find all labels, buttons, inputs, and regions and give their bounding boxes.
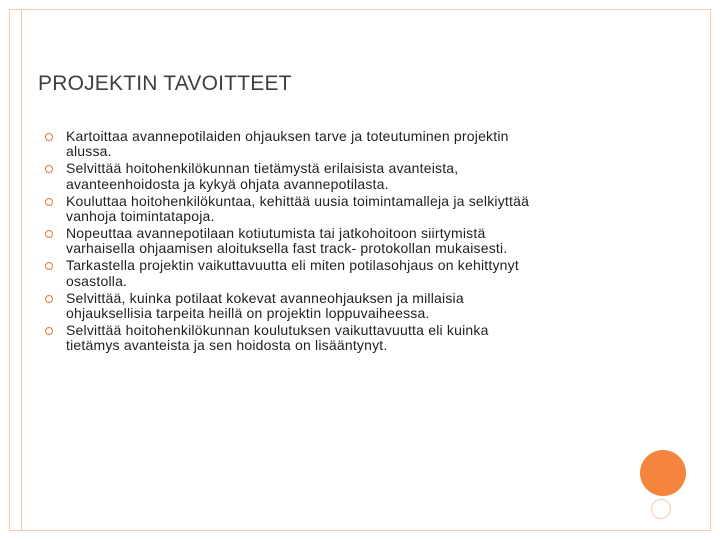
orange-circle-decoration-icon: [640, 450, 686, 496]
bullet-circle-icon: [45, 165, 53, 173]
bullet-item: [45, 323, 625, 354]
bullet-line-1: Selvittää, kuinka potilaat kokevat avanneohjauksen ja millaisia: [66, 289, 464, 306]
bullet-circle-icon: [45, 262, 53, 270]
bullet-line-2: varhaisella ohjaamisen aloituksella fast track- protokollan mukaisesti.: [66, 240, 508, 257]
ring-decoration-icon: [651, 499, 671, 519]
bullet-circle-icon: [45, 133, 53, 141]
bullet-item: [45, 258, 625, 289]
bullet-line-2: ohjauksellisia tarpeita heillä on projektin loppuvaiheessa.: [66, 304, 430, 321]
bullet-line-1: Selvittää hoitohenkilökunnan tietämystä erilaisista avanteista,: [66, 160, 459, 177]
bullet-line-2: alussa.: [66, 143, 112, 160]
bullet-circle-icon: [45, 198, 53, 206]
bullet-line-1: Nopeuttaa avannepotilaan kotiutumista tai jatkohoitoon siirtymistä: [66, 224, 486, 241]
bullet-circle-icon: [45, 230, 53, 238]
bullet-list: [45, 129, 625, 355]
bullet-line-2: avanteenhoidosta ja kykyä ohjata avannepotilasta.: [66, 175, 389, 192]
bullet-line-1: Kartoittaa avannepotilaiden ohjauksen tarve ja toteutuminen projektin: [66, 128, 509, 144]
bullet-item: [45, 161, 625, 192]
bullet-line-2: osastolla.: [66, 272, 128, 289]
bullet-line-1: Kouluttaa hoitohenkilökuntaa, kehittää uusia toimintamalleja ja selkiyttää: [66, 192, 530, 209]
bullet-circle-icon: [45, 327, 53, 335]
bullet-line-1: Selvittää hoitohenkilökunnan koulutuksen vaikuttavuutta eli kuinka: [66, 321, 489, 338]
bullet-item: [45, 226, 625, 257]
bullet-circle-icon: [45, 295, 53, 303]
bullet-line-2: vanhoja toimintatapoja.: [66, 208, 215, 225]
bullet-line-1: Tarkastella projektin vaikuttavuutta eli miten potilasohjaus on kehittynyt: [66, 257, 519, 274]
slide-left-divider: [21, 10, 22, 530]
bullet-item: [45, 129, 625, 160]
bullet-item: [45, 194, 625, 225]
bullet-item: [45, 291, 625, 322]
bullet-line-2: tietämys avanteista ja sen hoidosta on lisääntynyt.: [66, 337, 388, 354]
slide-title: PROJEKTIN TAVOITTEET: [38, 72, 292, 95]
